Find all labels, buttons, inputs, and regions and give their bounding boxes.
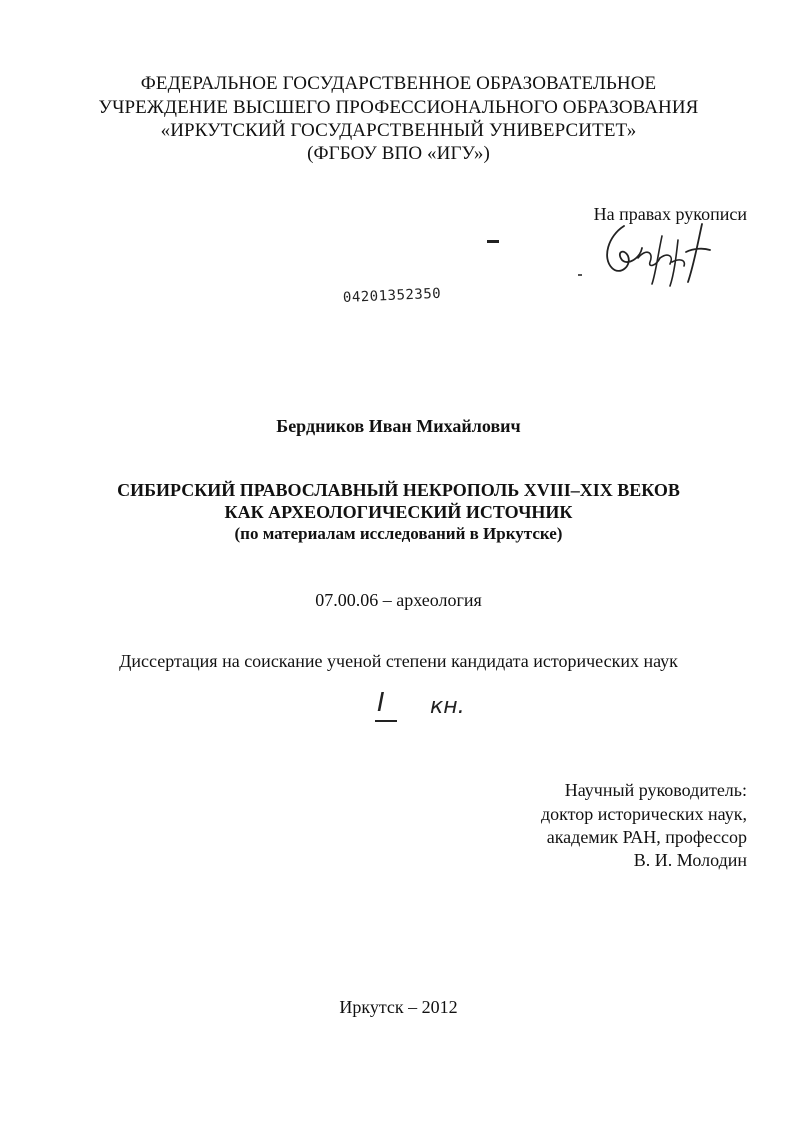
handwritten-underline <box>375 720 397 722</box>
manuscript-note: На правах рукописи <box>593 204 747 224</box>
title-line-1: СИБИРСКИЙ ПРАВОСЛАВНЫЙ НЕКРОПОЛЬ XVIII–XIX ВЕКОВ <box>117 480 680 500</box>
title-subtitle: (по материалам исследований в Иркутске) <box>234 524 563 543</box>
title-line-2: КАК АРХЕОЛОГИЧЕСКИЙ ИСТОЧНИК <box>224 502 573 522</box>
degree-statement: Диссертация на соискание ученой степени кандидата исторических наук <box>119 651 678 671</box>
supervisor-title: академик РАН, профессор <box>546 827 747 847</box>
handwritten-numeral: I <box>377 688 385 718</box>
place-year: Иркутск – 2012 <box>339 997 458 1017</box>
author-name: Бердников Иван Михайлович <box>276 416 521 436</box>
stray-dash-mark <box>487 240 499 243</box>
institution-line-4: (ФГБОУ ВПО «ИГУ») <box>307 143 490 164</box>
stray-dot-mark <box>578 274 582 276</box>
institution-line-2: УЧРЕЖДЕНИЕ ВЫСШЕГО ПРОФЕССИОНАЛЬНОГО ОБРАЗОВАНИЯ <box>98 97 699 118</box>
institution-line-1: ФЕДЕРАЛЬНОЕ ГОСУДАРСТВЕННОЕ ОБРАЗОВАТЕЛЬНОЕ <box>140 73 657 94</box>
supervisor-label: Научный руководитель: <box>564 780 747 800</box>
serial-number: 04201352350 <box>342 285 442 306</box>
supervisor-degree: доктор исторических наук, <box>541 804 747 824</box>
handwritten-text: кн. <box>430 694 465 719</box>
specialty: 07.00.06 – археология <box>315 590 482 610</box>
institution-line-3: «ИРКУТСКИЙ ГОСУДАРСТВЕННЫЙ УНИВЕРСИТЕТ» <box>160 120 637 141</box>
supervisor-name: В. И. Молодин <box>633 850 747 870</box>
signature <box>598 218 716 288</box>
